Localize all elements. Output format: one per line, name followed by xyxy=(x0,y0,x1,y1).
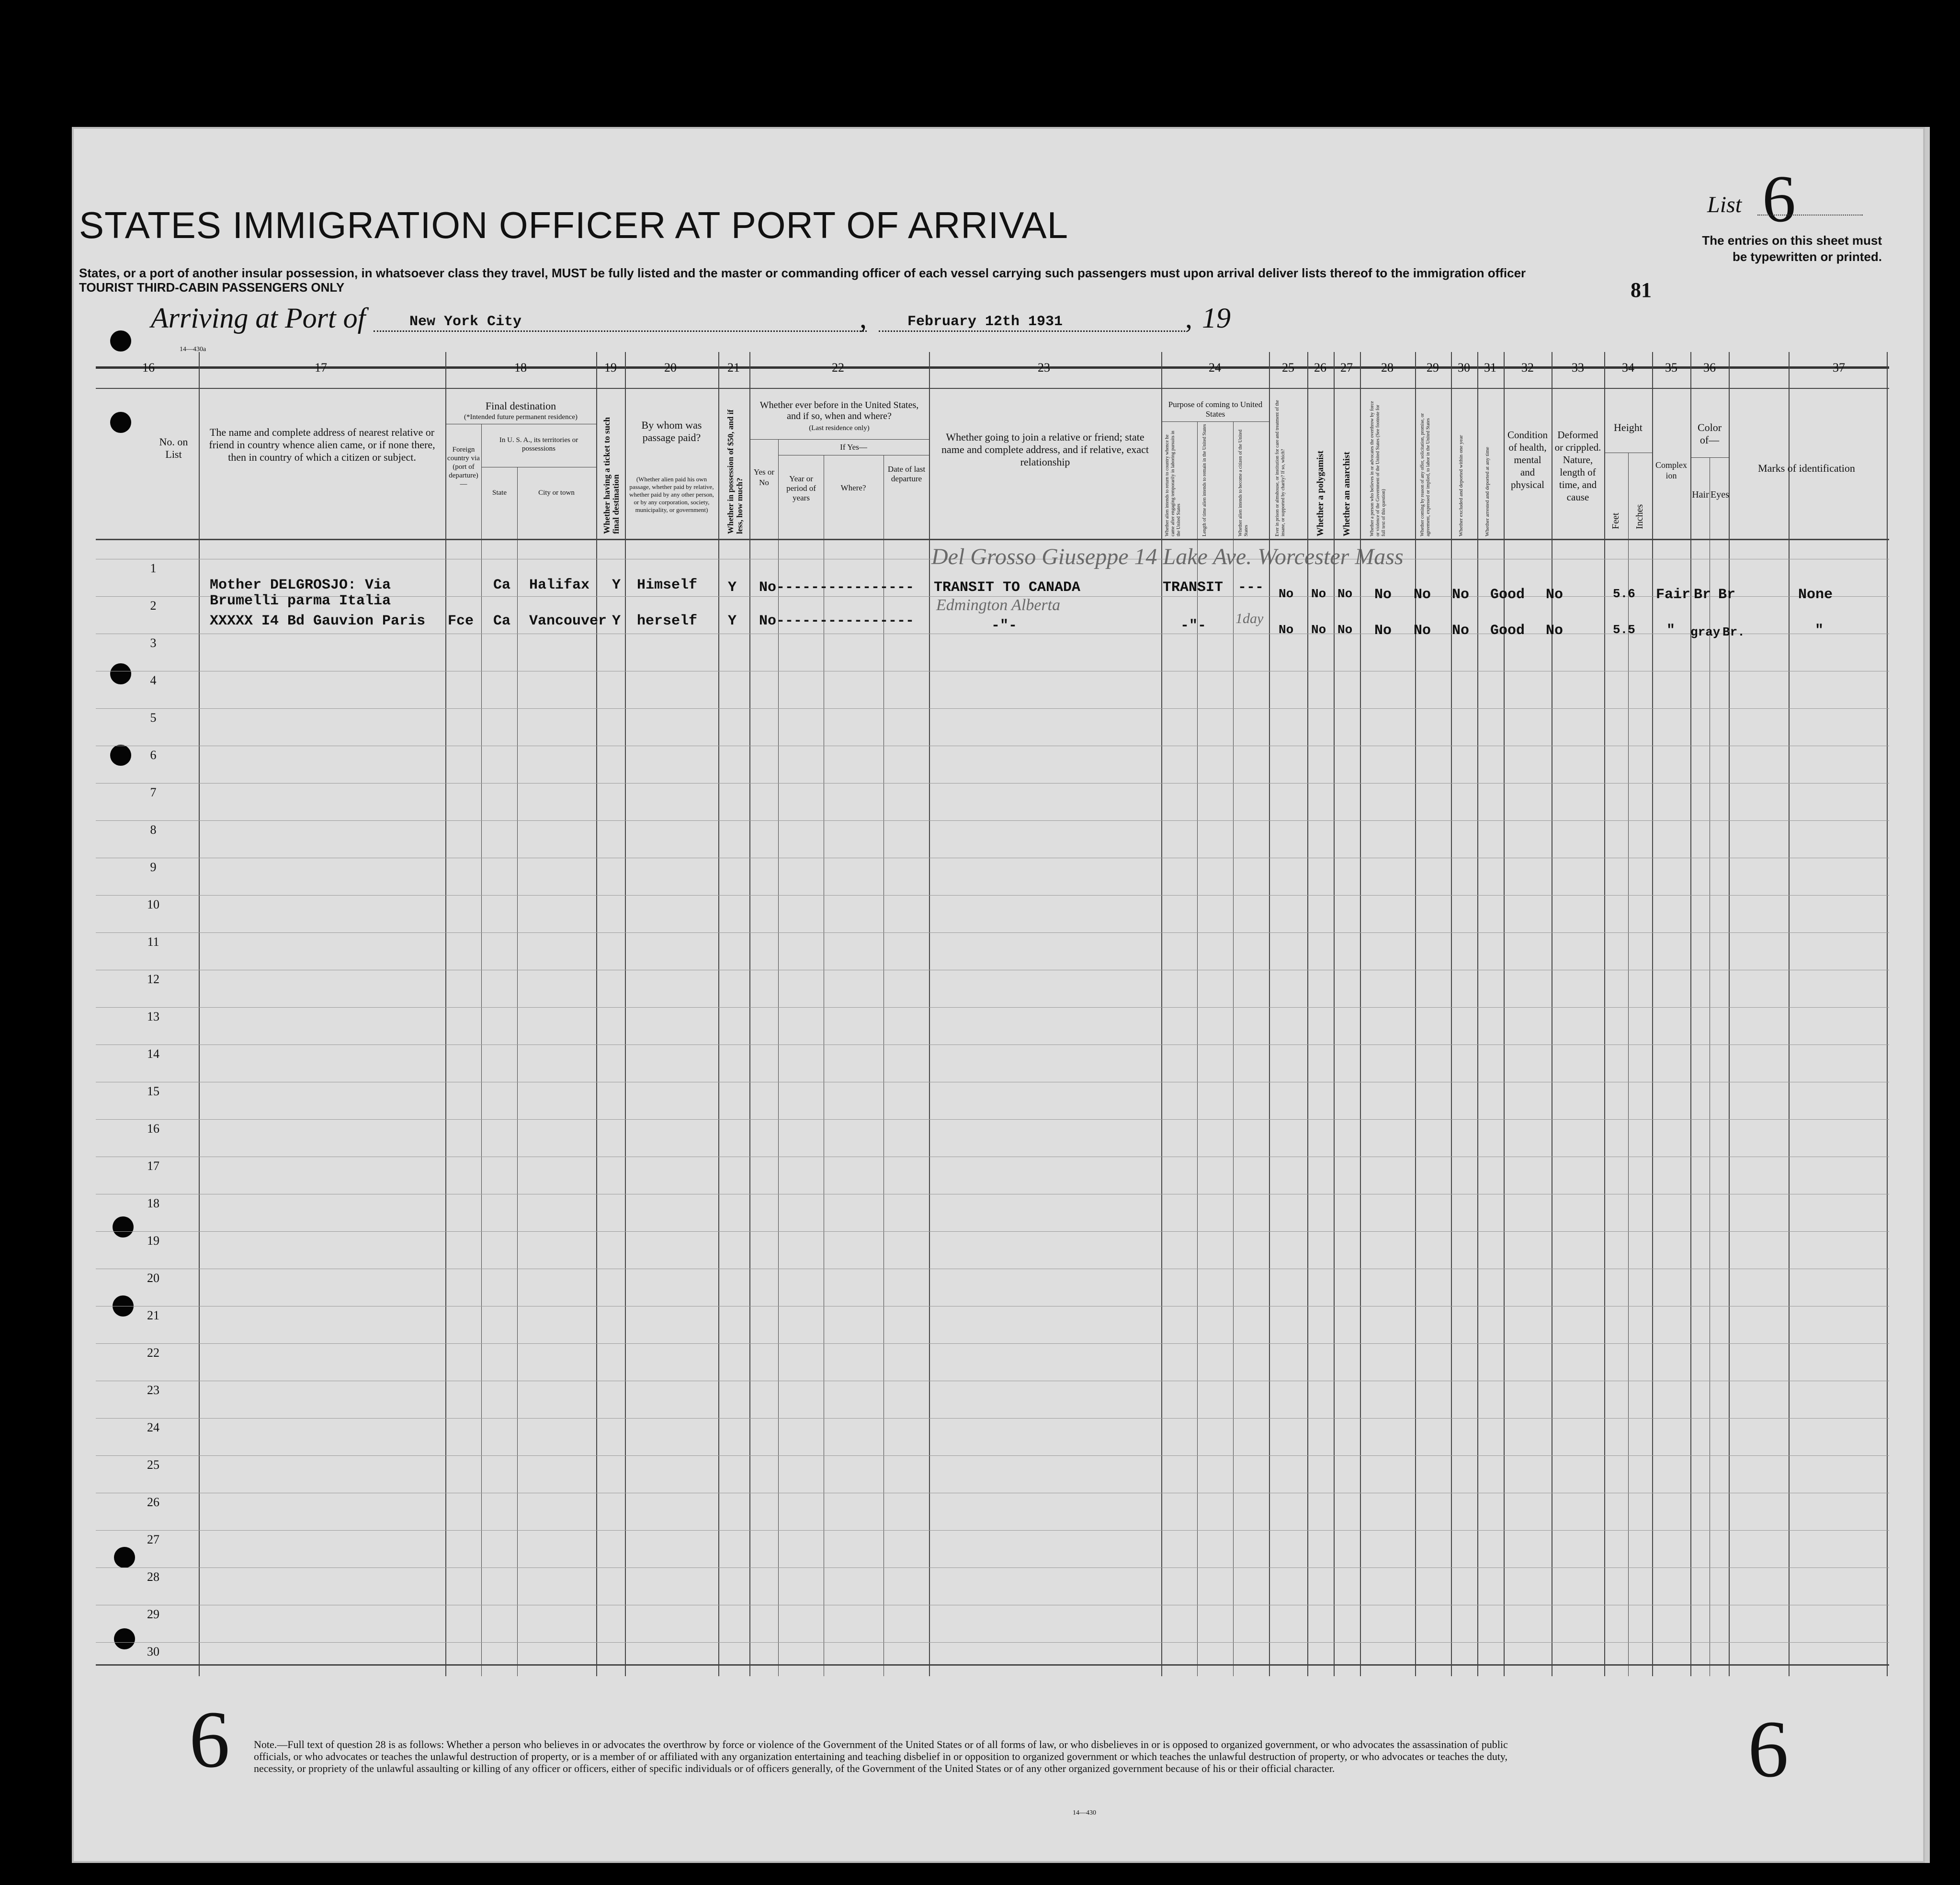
header-complexion: Complexion xyxy=(1655,460,1687,480)
row-rule xyxy=(96,1642,1889,1643)
footer-list-number-left: 6 xyxy=(189,1694,230,1784)
hair: Br xyxy=(1694,587,1711,603)
labor-offer: No xyxy=(1414,587,1431,603)
eyes: Br. xyxy=(1722,625,1745,639)
column-number: 19 xyxy=(604,361,617,375)
column-number: 37 xyxy=(1833,361,1845,375)
row-number: 8 xyxy=(150,823,157,837)
row-number: 2 xyxy=(150,599,157,613)
row-rule xyxy=(96,708,1889,709)
header-ever-before: Whether ever before in the United States, and if so, when and where? xyxy=(759,400,919,421)
row-number: 28 xyxy=(147,1570,159,1584)
header-purpose: Purpose of coming to United States xyxy=(1168,400,1263,419)
relative-address: XXXXX I4 Bd Gauvion Paris xyxy=(210,613,426,629)
money: Y xyxy=(728,579,737,596)
row-number: 13 xyxy=(147,1010,159,1023)
form-title: STATES IMMIGRATION OFFICER AT PORT OF ARRIVAL xyxy=(79,204,1069,246)
row-rule xyxy=(96,895,1889,896)
header-height: Height xyxy=(1614,421,1643,433)
row-number: 22 xyxy=(147,1346,159,1360)
marks: " xyxy=(1815,623,1824,639)
prison: No xyxy=(1279,623,1294,637)
header-polygamist: Whether a polygamist xyxy=(1315,450,1326,536)
header-last-residence: (Last residence only) xyxy=(809,424,870,432)
row-number: 24 xyxy=(147,1420,159,1434)
eyes: Br xyxy=(1718,587,1736,603)
column-number: 26 xyxy=(1314,361,1326,375)
column-number: 35 xyxy=(1665,361,1677,375)
paid-by: herself xyxy=(637,613,698,629)
list-note xyxy=(1666,232,1882,265)
row-number: 19 xyxy=(147,1234,159,1248)
row-number: 26 xyxy=(147,1495,159,1509)
list-number: 6 xyxy=(1762,162,1796,236)
health: Good xyxy=(1490,587,1525,603)
port-value: New York City xyxy=(409,314,522,330)
passenger-class: TOURIST THIRD-CABIN PASSENGERS ONLY xyxy=(79,280,345,295)
rule xyxy=(96,366,1889,369)
column-number: 32 xyxy=(1521,361,1534,375)
overthrow: No xyxy=(1374,587,1392,603)
list-note-line-2: be typewritten or printed. xyxy=(1732,250,1882,264)
row-number: 18 xyxy=(147,1196,159,1210)
column-number: 29 xyxy=(1427,361,1439,375)
excluded: No xyxy=(1452,623,1470,639)
handwritten-relative: Del Grosso Giuseppe 14 Lake Ave. Worcester Mass xyxy=(931,544,1404,569)
header-join-relative: Whether going to join a relative or friend; state name and complete address, and if relative, exact relationship xyxy=(941,431,1149,468)
foreign-country: Fce xyxy=(448,613,474,629)
row-rule xyxy=(96,1007,1889,1008)
header-anarchist: Whether an anarchist xyxy=(1342,452,1352,536)
header-final-destination-note: (*Intended future permanent residence) xyxy=(464,413,578,421)
prison: No xyxy=(1279,587,1294,601)
row-number: 20 xyxy=(147,1271,159,1285)
column-number: 17 xyxy=(315,361,327,375)
row-number: 3 xyxy=(150,636,157,650)
row-rule xyxy=(96,1455,1889,1456)
column-number: 34 xyxy=(1622,361,1634,375)
hair: gray xyxy=(1690,625,1721,639)
row-number: 7 xyxy=(150,785,157,799)
row-number: 17 xyxy=(147,1159,159,1173)
header-ticket: Whether having a ticket to such final destination xyxy=(602,417,621,534)
header-purpose-return: Whether alien intends to return to country whence he came after engaging temporarily in laboring pursuits in the United States xyxy=(1165,431,1181,536)
column-number: 16 xyxy=(142,361,155,375)
list-number-line xyxy=(1757,215,1863,216)
header-state: State xyxy=(492,489,507,497)
row-number: 1 xyxy=(150,561,157,575)
header-nearest-relative: The name and complete address of nearest relative or friend in country whence alien came, or if none there, then in country of which a citizen or subject. xyxy=(209,426,435,463)
footer-list-number-right: 6 xyxy=(1748,1704,1789,1794)
row-number: 30 xyxy=(147,1645,159,1658)
list-note-line-1: The entries on this sheet must xyxy=(1702,233,1882,248)
header-inches: Inches xyxy=(1634,504,1645,529)
marks: None xyxy=(1798,587,1833,603)
row-number: 16 xyxy=(147,1122,159,1136)
form-code: 14—430a xyxy=(180,346,206,353)
row-rule xyxy=(96,783,1889,784)
manifest-grid xyxy=(96,352,1889,1676)
state: Ca xyxy=(493,613,511,629)
header-eyes: Eyes xyxy=(1711,489,1729,500)
header-hair: Hair xyxy=(1692,489,1709,500)
purpose: -"- xyxy=(1180,618,1207,634)
header-labor-offer: Whether coming by reason of any offer, solicitation, promise, or agreement, expressed or implied, to labor in the United States xyxy=(1420,413,1431,536)
money: Y xyxy=(728,613,737,629)
header-prison: Ever in prison or almshouse, or institution for care and treatment of the insane, or supported by charity? If so, which? xyxy=(1275,400,1286,536)
row-rule xyxy=(96,1530,1889,1531)
column-number: 30 xyxy=(1458,361,1470,375)
joining: -"- xyxy=(991,618,1018,634)
header-purpose-citizen: Whether alien intends to become a citizen of the United States xyxy=(1238,430,1249,536)
paid-by: Himself xyxy=(637,577,698,593)
comma: , xyxy=(860,302,867,334)
row-number: 12 xyxy=(147,972,159,986)
labor-offer: No xyxy=(1414,623,1431,639)
footnote: Note.—Full text of question 28 is as follows: Whether a person who believes in or advocates the overthrow by force or violence of the Government of the United States or of all forms of law, or who disbelieves in or is opposed to organized government, or who advocates the assassination of public officials, or who advocates or teaches the unlawful destruction of property, or is a member of or affiliated with any organization entertaining and teaching disbelief in or opposition to organized government or which teaches the unlawful destruction of property, or who advocates or teaches the duty, necessity, or propriety of the unlawful assaulting or killing of any officer or officers, either of specific individuals or of officers generally, of the Government of the United States or of any other organized government because of his or their official character. xyxy=(254,1738,1508,1774)
city: Vancouver xyxy=(529,613,607,629)
column-number: 21 xyxy=(727,361,740,375)
arriving-label: Arriving at Port of xyxy=(151,302,366,334)
ever-before: No---------------- xyxy=(759,579,915,596)
handwritten-length: 1day xyxy=(1235,611,1264,626)
header-foreign-country: Foreign country via (port of departure)— xyxy=(447,446,480,488)
header-if-yes: If Yes— xyxy=(840,443,867,452)
polygamist: No xyxy=(1311,623,1326,637)
header-date-departure: Date of last departure xyxy=(887,465,926,483)
overthrow: No xyxy=(1374,623,1392,639)
header-health: Condition of health, mental and physical xyxy=(1507,429,1548,490)
year-label: 19 xyxy=(1202,302,1231,334)
rule xyxy=(749,439,929,440)
length: --- xyxy=(1238,579,1264,596)
row-rule xyxy=(96,1231,1889,1232)
form-subtitle: States, or a port of another insular possession, in whatsoever class they travel, MUST be fully listed and the master or commanding officer of each vessel carrying such passengers must upon arrival deliver lists thereof to the immigration officer xyxy=(79,266,1526,280)
row-number: 23 xyxy=(147,1383,159,1397)
polygamist: No xyxy=(1311,587,1326,601)
joining: TRANSIT TO CANADA xyxy=(934,579,1081,596)
complexion: " xyxy=(1666,623,1676,639)
row-rule xyxy=(96,1343,1889,1344)
complexion: Fair xyxy=(1656,587,1691,603)
row-rule xyxy=(96,820,1889,821)
column-number: 27 xyxy=(1340,361,1353,375)
excluded: No xyxy=(1452,587,1470,603)
header-purpose-length: Length of time alien intends to remain in the United States xyxy=(1202,424,1207,536)
row-number: 21 xyxy=(147,1308,159,1322)
column-number: 22 xyxy=(832,361,844,375)
row-number: 5 xyxy=(150,711,157,725)
row-rule xyxy=(96,1567,1889,1568)
purpose: TRANSIT xyxy=(1163,579,1224,596)
footer-form-code: 14—430 xyxy=(1073,1809,1096,1817)
header-feet: Feet xyxy=(1610,512,1621,529)
header-where: Where? xyxy=(840,483,866,492)
height: 5.5 xyxy=(1613,623,1635,637)
header-fifty-dollars: Whether in possession of $50, and if less, how much? xyxy=(726,409,744,534)
header-overthrow: Whether a person who believes in or advocates the overthrow by force or violence of the Government of the United States (See footnote for full text of this question) xyxy=(1370,401,1386,536)
ticket: Y xyxy=(612,577,621,593)
row-rule xyxy=(96,932,1889,933)
binder-hole xyxy=(110,330,131,352)
row-number: 27 xyxy=(147,1533,159,1546)
row-number: 25 xyxy=(147,1458,159,1472)
column-number: 33 xyxy=(1572,361,1584,375)
row-rule xyxy=(96,1119,1889,1120)
list-label: List xyxy=(1707,192,1742,217)
header-in-usa: In U. S. A., its territories or possessions xyxy=(499,436,578,453)
column-number: 23 xyxy=(1038,361,1050,375)
health: Good xyxy=(1490,623,1525,639)
handwritten-destination: Edmington Alberta xyxy=(936,596,1061,614)
city: Halifax xyxy=(529,577,590,593)
rule xyxy=(96,388,1889,389)
header-passage-paid-note: (Whether alien paid his own passage, whether paid by relative, whether paid by any other person, or by any corporation, society, municipality, or government) xyxy=(629,476,714,513)
row-number: 11 xyxy=(147,935,159,949)
ticket: Y xyxy=(612,613,621,629)
column-number: 20 xyxy=(664,361,677,375)
column-number: 24 xyxy=(1209,361,1221,375)
row-area xyxy=(96,540,1889,1664)
deformed: No xyxy=(1546,587,1563,603)
header-color-of: Color of— xyxy=(1697,421,1722,446)
anarchist: No xyxy=(1337,587,1353,601)
date-line xyxy=(879,330,1185,332)
column-number: 28 xyxy=(1381,361,1394,375)
ever-before: No---------------- xyxy=(759,613,915,629)
column-number: 18 xyxy=(514,361,527,375)
comma: , xyxy=(1185,302,1192,334)
header-final-destination: Final destination xyxy=(485,400,556,412)
port-line xyxy=(374,330,867,332)
relative-address: Brumelli parma Italia xyxy=(210,593,391,609)
row-number: 10 xyxy=(147,897,159,911)
header-city: City or town xyxy=(538,489,575,497)
header-no-on-list: No. on List xyxy=(159,436,188,460)
rule xyxy=(96,1664,1889,1666)
header-marks: Marks of identification xyxy=(1758,462,1855,474)
row-rule xyxy=(96,1418,1889,1419)
column-number: 25 xyxy=(1282,361,1294,375)
handwritten-number: 81 xyxy=(1631,278,1652,302)
rule xyxy=(1161,421,1269,422)
header-passage-paid: By whom was passage paid? xyxy=(641,419,702,443)
row-number: 4 xyxy=(150,673,157,687)
column-number: 31 xyxy=(1484,361,1496,375)
header-arrested: Whether arrested and deported at any time xyxy=(1484,447,1490,536)
state: Ca xyxy=(493,577,511,593)
header-yes-no: Yes or No xyxy=(753,467,775,487)
relative-name: Mother DELGROSJO: Via xyxy=(210,577,391,593)
deformed: No xyxy=(1546,623,1563,639)
row-number: 15 xyxy=(147,1084,159,1098)
header-deformed: Deformed or crippled. Nature, length of time, and cause xyxy=(1554,429,1601,503)
height: 5.6 xyxy=(1613,587,1635,601)
row-number: 29 xyxy=(147,1607,159,1621)
row-number: 6 xyxy=(150,748,157,762)
header-year-period: Year or period of years xyxy=(786,474,816,502)
column-number: 36 xyxy=(1703,361,1716,375)
anarchist: No xyxy=(1337,623,1353,637)
row-number: 14 xyxy=(147,1047,159,1061)
date-value: February 12th 1931 xyxy=(907,314,1063,330)
row-number: 9 xyxy=(150,860,157,874)
header-excluded: Whether excluded and deported within one year xyxy=(1458,435,1464,536)
